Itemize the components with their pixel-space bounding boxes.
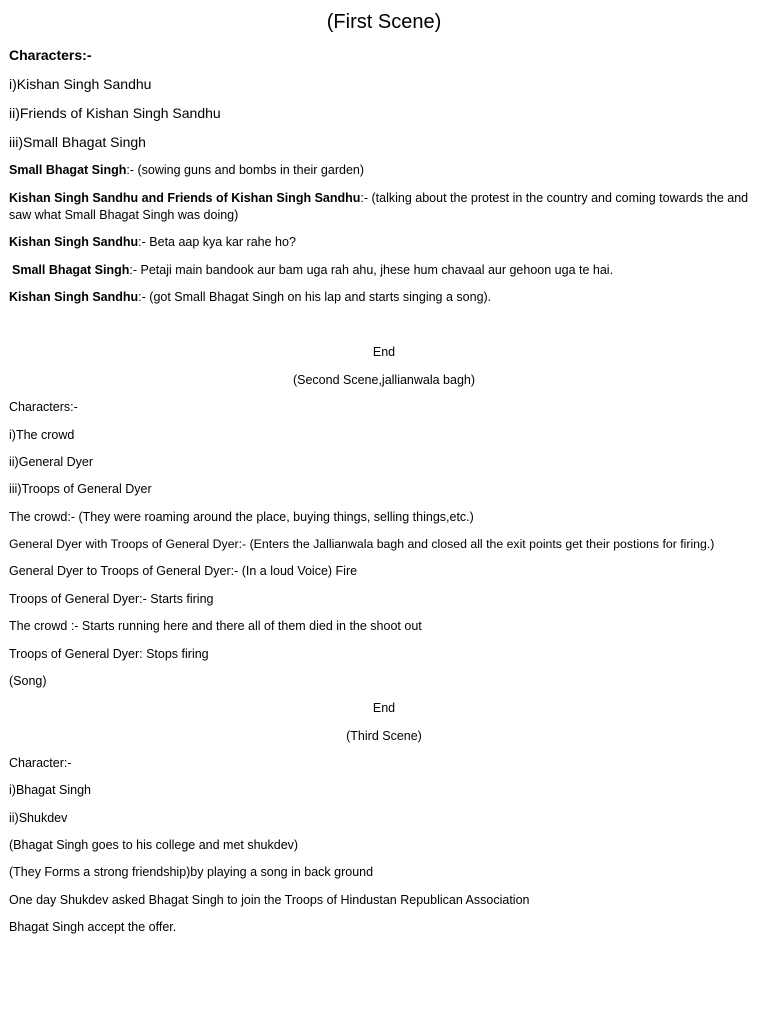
dialogue-text: :- (got Small Bhagat Singh on his lap and starts singing a song). bbox=[138, 290, 492, 304]
scene2-line: The crowd :- Starts running here and there all of them died in the shoot out bbox=[9, 619, 422, 633]
dialogue-line bbox=[12, 262, 762, 279]
scene1-characters-heading: Characters:- bbox=[9, 47, 92, 63]
scene2-character-2: ii)General Dyer bbox=[9, 455, 94, 469]
dialogue-text: :- (talking about the protest in the country and coming towards the and saw what Small Bhagat Singh was doing) bbox=[9, 191, 749, 222]
scene3-line: Bhagat Singh accept the offer. bbox=[9, 920, 177, 934]
scene2-character-3: iii)Troops of General Dyer bbox=[9, 482, 152, 496]
speaker: Small Bhagat Singh bbox=[9, 163, 127, 177]
scene1-title: (First Scene) bbox=[326, 11, 442, 33]
scene2-title: (Second Scene,jallianwala bagh) bbox=[292, 373, 476, 387]
scene3-character-1: i)Bhagat Singh bbox=[9, 783, 92, 797]
speaker: Kishan Singh Sandhu bbox=[9, 290, 139, 304]
dialogue-text: :- Petaji main bandook aur bam uga rah ahu, jhese hum chavaal aur gehoon uga te hai. bbox=[129, 263, 614, 277]
scene1-character-1: i)Kishan Singh Sandhu bbox=[9, 76, 152, 92]
dialogue-line bbox=[9, 289, 759, 306]
dialogue-line bbox=[9, 162, 759, 179]
scene1-end: End bbox=[372, 345, 396, 359]
speaker: Kishan Singh Sandhu and Friends of Kishan Singh Sandhu bbox=[9, 191, 361, 205]
scene2-line: (Song) bbox=[9, 674, 47, 688]
speaker: Small Bhagat Singh bbox=[12, 263, 130, 277]
scene2-characters-heading: Characters:- bbox=[9, 400, 78, 414]
scene3-character-2: ii)Shukdev bbox=[9, 811, 68, 825]
dialogue-text: :- (sowing guns and bombs in their garden) bbox=[126, 163, 365, 177]
scene3-line: (Bhagat Singh goes to his college and met shukdev) bbox=[9, 838, 299, 852]
scene2-character-1: i)The crowd bbox=[9, 428, 75, 442]
scene3-line: One day Shukdev asked Bhagat Singh to join the Troops of Hindustan Republican Association bbox=[9, 893, 530, 907]
scene2-line: Troops of General Dyer:- Starts firing bbox=[9, 592, 214, 606]
scene3-title: (Third Scene) bbox=[346, 729, 422, 743]
scene2-line: Troops of General Dyer: Stops firing bbox=[9, 647, 209, 661]
scene3-line: (They Forms a strong friendship)by playing a song in back ground bbox=[9, 865, 374, 879]
speaker: Kishan Singh Sandhu bbox=[9, 235, 139, 249]
dialogue-line bbox=[9, 190, 759, 224]
scene1-character-3: iii)Small Bhagat Singh bbox=[9, 134, 146, 150]
scene1-character-2: ii)Friends of Kishan Singh Sandhu bbox=[9, 105, 221, 121]
scene2-line: General Dyer with Troops of General Dyer:- (Enters the Jallianwala bagh and closed all the exit points get their postions for firing.) bbox=[9, 537, 715, 551]
dialogue-line bbox=[9, 234, 759, 251]
scene3-characters-heading: Character:- bbox=[9, 756, 72, 770]
scene2-line: General Dyer to Troops of General Dyer:- (In a loud Voice) Fire bbox=[9, 564, 358, 578]
dialogue-text: :- Beta aap kya kar rahe ho? bbox=[138, 235, 296, 249]
scene2-end: End bbox=[372, 701, 396, 715]
scene2-line: The crowd:- (They were roaming around the place, buying things, selling things,etc.) bbox=[9, 510, 474, 524]
